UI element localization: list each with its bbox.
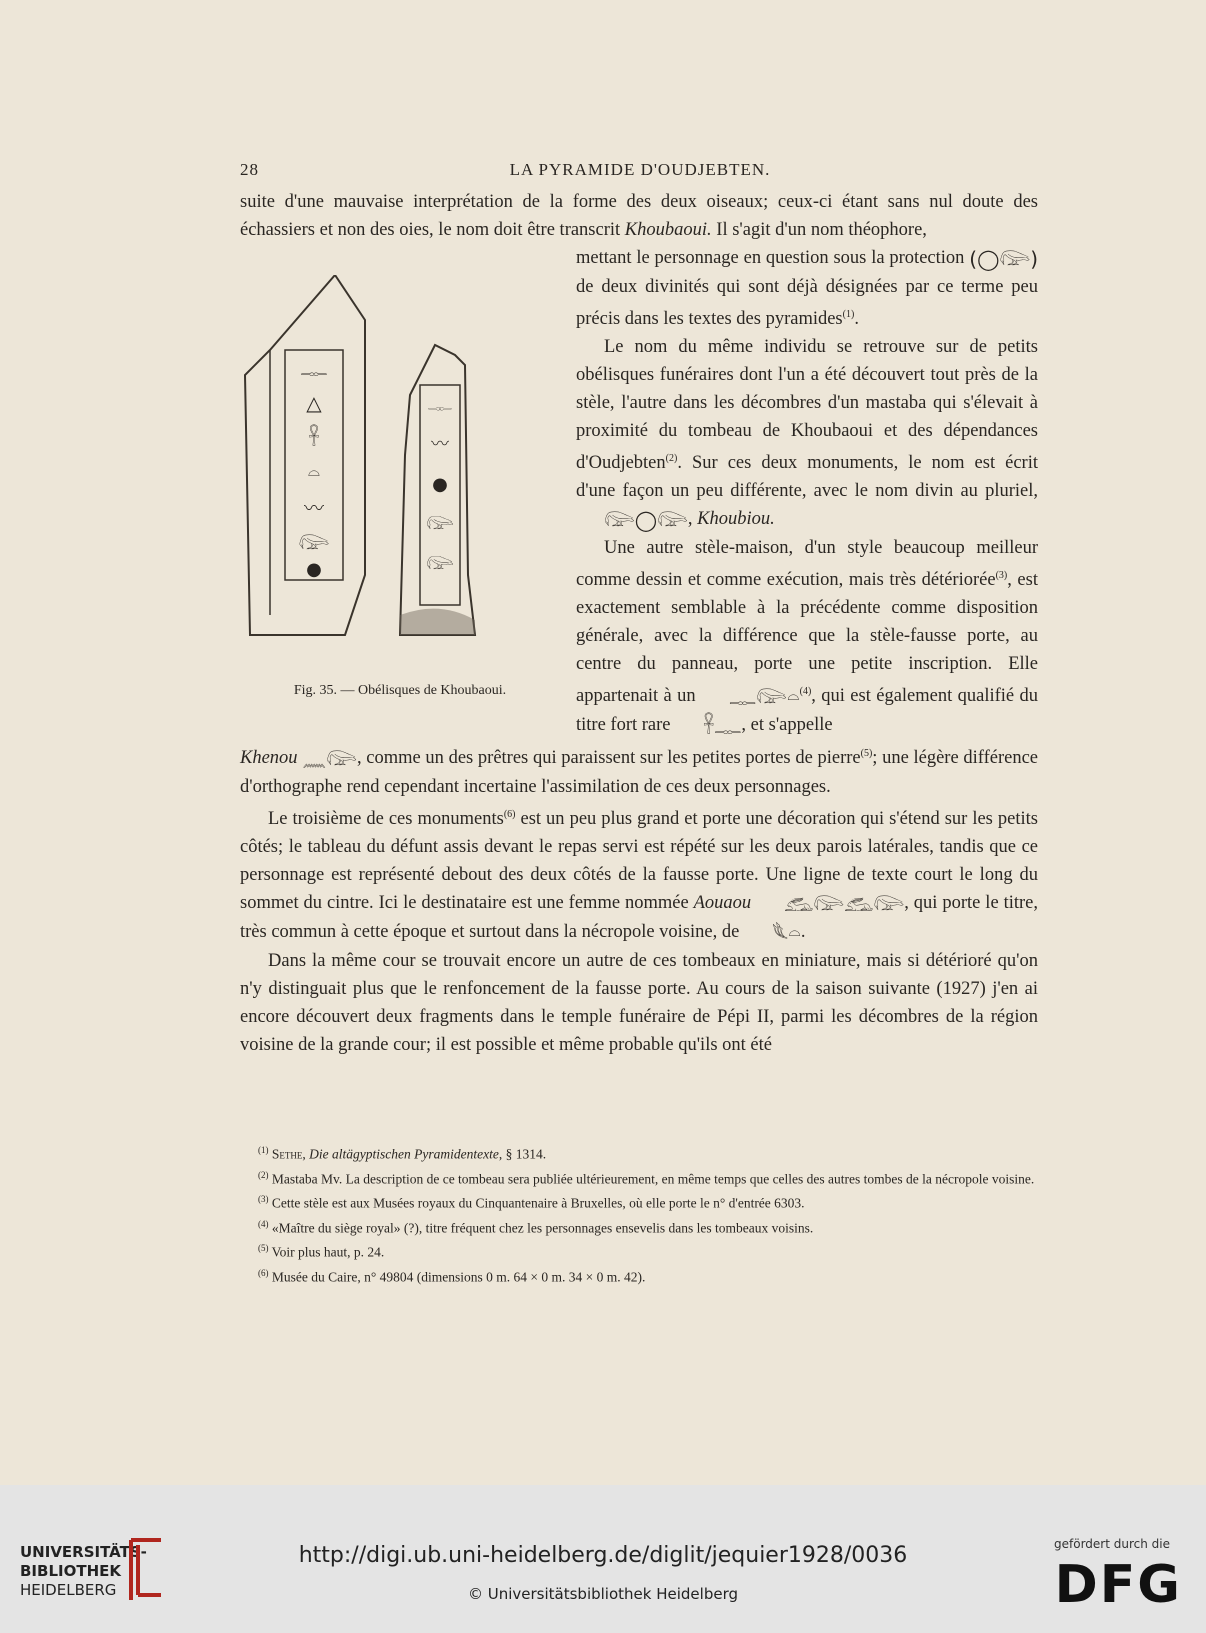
paragraph: mettant le personnage en question sous la protection (◯𓅼) de deux divinités qui sont déjà désignées par ce terme peu précis dans les textes des pyramides$^{(1)}$. <box>576 246 1039 329</box>
footnote: $^{(1)}$ Sethe, Die altägyptischen Pyramidentexte, § 1314. <box>258 1145 547 1162</box>
svg-text:𓏏: 𓏏 <box>307 461 321 485</box>
footnote: $^{(2)}$ Mastaba Mv. La description de ce tombeau sera publiée ultérieurement, en même temps que celles des autres tombes de la nécropole voisine. <box>258 1169 1035 1186</box>
paragraph: Le troisième de ces monuments$^{(6)}$ est un peu plus grand et porte une décoration qui s'étend sur les petits côtés; le tableau du défunt assis devant le repas servi est répété sur les deux parois latérales, tandis que ce personnage est représenté debout des deux côtés de la fausse porte. Une ligne de texte court le long du sommet du cintre. Ici le destinataire est une femme nommée Aouaou 𓃹𓅼𓃹𓅼, qui porte le titre, très commun à cette époque et surtout dans la nécropole voisine, de 𓆰𓏏. <box>240 808 1039 945</box>
hieroglyph-group: 𓅼◯𓅼 <box>604 507 688 532</box>
khoubiou-name: Khoubiou. <box>697 509 775 530</box>
svg-text:𓊃: 𓊃 <box>427 394 453 415</box>
dfg-logo[interactable]: DFG <box>1054 1555 1182 1615</box>
svg-text:𓅼: 𓅼 <box>298 531 330 555</box>
svg-text:𓅼: 𓅼 <box>426 514 454 535</box>
hieroglyph-group: 𓈖𓅼 <box>302 746 357 771</box>
page-number: 28 <box>240 160 259 179</box>
running-header <box>240 160 1040 186</box>
hieroglyph-group: 𓋹𓊃 <box>703 713 742 738</box>
footnote-ref: (5) <box>860 748 873 759</box>
footnote: $^{(4)}$ «Maître du siège royal» (?), titre fréquent chez les personnages ensevelis dans les tombeaux voisins. <box>258 1218 814 1235</box>
footnote: $^{(6)}$ Musée du Caire, n° 49804 (dimensions 0 m. 64 × 0 m. 34 × 0 m. 42). <box>258 1267 646 1284</box>
library-logo[interactable]: UNIVERSITÄTS- BIBLIOTHEK HEIDELBERG <box>20 1543 147 1599</box>
footnote-ref: (4) <box>799 685 812 697</box>
paragraph: Dans la même cour se trouvait encore un autre de ces tombeaux en miniature, mais si détérioré qu'on n'y distinguait plus que le renfoncement de la fausse porte. Au cours de la saison suivante (1927) j'en ai encore découvert deux fragments dans le temple funéraire de Pépi II, parmi les décombres de la région voisine de la grande cour; il est possible et même probable qu'ils ont été <box>240 950 1038 1055</box>
figure-caption: Fig. 35. — Obélisques de Khoubaoui. <box>293 683 507 698</box>
footnotes <box>240 1140 1038 1287</box>
hieroglyph-group: 𓃹𓅼𓃹𓅼 <box>784 891 905 916</box>
svg-text:𓊃: 𓊃 <box>300 356 328 380</box>
obelisks-drawing <box>240 275 560 675</box>
footnote-ref: (2) <box>665 452 678 464</box>
hieroglyph-group: 𓆰𓏏 <box>771 920 801 945</box>
svg-text:●: ● <box>306 559 322 580</box>
aouaou-name: Aouaou <box>693 893 752 914</box>
hieroglyph-group: (◯𓅼) <box>969 246 1039 271</box>
paragraph: Une autre stèle-maison, d'un style beaucoup meilleur comme dessin et comme exécution, mais très détériorée$^{(3)}$, est exactement semblable à la précédente comme disposition générale, avec la différence que la stèle-fausse porte, au centre du panneau, porte une petite inscription. Elle appartenait à un 𓊃𓅼𓏏$^{(4)}$, qui est également qualifié du titre fort rare 𓋹𓊃, et s'appelle <box>576 537 1039 738</box>
top-paragraph: suite d'une mauvaise interprétation de la forme des deux oiseaux; ceux-ci étant sans nul doute des échassiers et non des oies, le nom doit être transcrit Khoubaoui. Il s'agit d'un nom théophore, <box>240 192 1038 240</box>
copyright-notice: © Universitätsbibliothek Heidelberg <box>467 1585 738 1603</box>
svg-text:〰: 〰 <box>431 434 449 455</box>
khenou-name: Khenou <box>240 748 298 769</box>
svg-text:〰: 〰 <box>304 496 324 520</box>
hieroglyph-group: 𓊃𓅼𓏏 <box>729 684 800 709</box>
digitization-footer <box>0 1485 1206 1633</box>
source-url-link[interactable]: http://digi.ub.uni-heidelberg.de/diglit/jequier1928/0036 <box>298 1543 908 1568</box>
footnote-ref: (6) <box>503 808 516 820</box>
dfg-label: gefördert durch die <box>1054 1537 1170 1551</box>
footnote-ref: (3) <box>995 569 1008 581</box>
paragraph: Le nom du même individu se retrouve sur de petits obélisques funéraires dont l'un a été découvert tout près de la stèle, l'autre dans les décombres d'un mastaba qui s'élevait à proximité du tombeau de Khoubaoui et des dépendances d'Oudjebten$^{(2)}$. Sur ces deux monuments, le nom est écrit d'une façon un peu différente, avec le nom divin au pluriel, 𓅼◯𓅼, Khoubiou. <box>576 336 1038 532</box>
svg-text:𓋹: 𓋹 <box>308 426 320 450</box>
svg-text:𓅼: 𓅼 <box>426 554 454 575</box>
paragraph: Khenou 𓈖𓅼, comme un des prêtres qui paraissent sur les petites portes de pierre$^{(5)}$; une légère différence d'orthographe rend cependant incertaine l'assimilation de ces deux personnages. <box>240 746 1038 797</box>
footnote: $^{(5)}$ Voir plus haut, p. 24. <box>258 1243 385 1260</box>
footnote-ref: (1) <box>842 308 855 320</box>
footnote: $^{(3)}$ Cette stèle est aux Musées royaux du Cinquantenaire à Bruxelles, où elle porte le n° d'entrée 6303. <box>258 1194 805 1211</box>
khoubaoui-name: Khoubaoui. <box>624 220 712 240</box>
svg-text:△: △ <box>306 391 322 415</box>
running-title: LA PYRAMIDE D'OUDJEBTEN. <box>509 160 771 179</box>
right-column <box>576 244 1038 740</box>
obelisk-figure <box>240 275 560 675</box>
continued-text <box>240 740 1038 1059</box>
svg-text:●: ● <box>432 474 448 495</box>
